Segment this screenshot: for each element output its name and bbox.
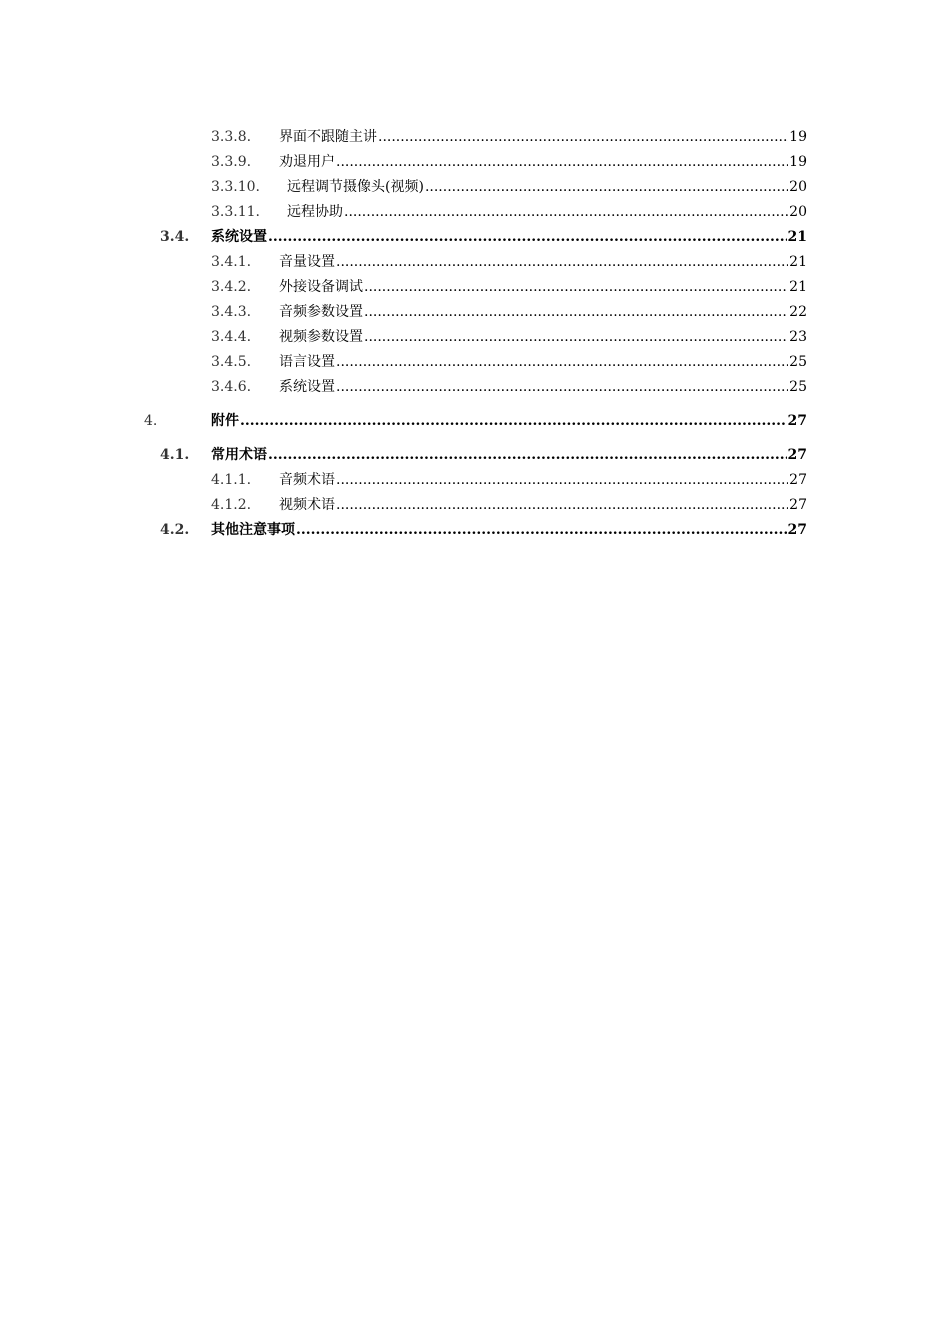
toc-page-number: 27 — [789, 472, 807, 488]
toc-number: 4.1.2. — [211, 497, 252, 513]
toc-page-number: 23 — [789, 329, 807, 345]
toc-entry-4-2[interactable] — [160, 519, 807, 541]
toc-dot-leader — [336, 494, 788, 516]
toc-number: 4.2. — [160, 522, 190, 538]
toc-number: 4.1.1. — [211, 472, 252, 488]
toc-number: 3.4.1. — [211, 254, 252, 270]
toc-dot-leader — [336, 351, 788, 373]
toc-page-number: 27 — [789, 497, 807, 513]
toc-title: 语言设置 — [279, 354, 335, 370]
toc-page-number: 25 — [789, 379, 807, 395]
toc-title: 外接设备调试 — [279, 279, 363, 295]
toc-dot-leader — [240, 410, 787, 432]
toc-dot-leader — [364, 326, 788, 348]
toc-page-number: 20 — [789, 204, 807, 220]
toc-number: 3.3.8. — [211, 129, 252, 145]
toc-entry-3-4[interactable] — [160, 226, 807, 248]
toc-title: 音量设置 — [279, 254, 335, 270]
toc-title: 视频术语 — [279, 497, 335, 513]
toc-page-number: 25 — [789, 354, 807, 370]
toc-dot-leader — [336, 469, 788, 491]
toc-page-number: 21 — [787, 229, 807, 245]
toc-entry-3-4-2[interactable] — [211, 276, 807, 298]
toc-page-number: 27 — [787, 413, 807, 429]
toc-title: 界面不跟随主讲 — [279, 129, 377, 145]
toc-title: 远程调节摄像头(视频) — [287, 179, 424, 195]
toc-dot-leader — [344, 201, 788, 223]
toc-page-number: 27 — [787, 522, 807, 538]
toc-dot-leader — [336, 151, 788, 173]
toc-title: 系统设置 — [279, 379, 335, 395]
toc-entry-4-1-1[interactable] — [211, 469, 807, 491]
toc-page-number: 19 — [789, 154, 807, 170]
toc-page-number: 21 — [789, 279, 807, 295]
toc-dot-leader — [364, 301, 788, 323]
toc-page-number: 19 — [789, 129, 807, 145]
toc-number: 3.4. — [160, 229, 190, 245]
toc-number: 3.4.5. — [211, 354, 252, 370]
toc-title: 视频参数设置 — [279, 329, 363, 345]
toc-title: 音频参数设置 — [279, 304, 363, 320]
toc-title: 远程协助 — [287, 204, 343, 220]
toc-page-number: 22 — [789, 304, 807, 320]
toc-number: 3.4.3. — [211, 304, 252, 320]
toc-number: 3.3.11. — [211, 204, 260, 220]
toc-entry-3-3-8[interactable] — [211, 126, 807, 148]
toc-title: 音频术语 — [279, 472, 335, 488]
toc-entry-4-1-2[interactable] — [211, 494, 807, 516]
toc-page-number: 21 — [789, 254, 807, 270]
toc-title: 系统设置 — [211, 229, 267, 245]
toc-number: 4.1. — [160, 447, 190, 463]
toc-dot-leader — [296, 519, 787, 541]
toc-number: 3.3.10. — [211, 179, 260, 195]
toc-number: 3.4.6. — [211, 379, 252, 395]
toc-dot-leader — [268, 226, 787, 248]
toc-dot-leader — [364, 276, 788, 298]
toc-dot-leader — [336, 376, 788, 398]
toc-entry-3-3-10[interactable] — [211, 176, 807, 198]
toc-title: 附件 — [211, 413, 239, 429]
toc-entry-3-4-1[interactable] — [211, 251, 807, 273]
toc-dot-leader — [268, 444, 787, 466]
toc-number: 3.4.2. — [211, 279, 252, 295]
toc-title: 其他注意事项 — [211, 522, 295, 538]
toc-title: 常用术语 — [211, 447, 267, 463]
toc-page-number: 20 — [789, 179, 807, 195]
toc-dot-leader — [425, 176, 788, 198]
toc-number: 4. — [144, 413, 158, 429]
toc-title: 劝退用户 — [279, 154, 335, 170]
toc-dot-leader — [336, 251, 788, 273]
toc-entry-4-1[interactable] — [160, 444, 807, 466]
toc-entry-3-4-6[interactable] — [211, 376, 807, 398]
toc-entry-3-4-3[interactable] — [211, 301, 807, 323]
toc-page-number: 27 — [787, 447, 807, 463]
toc-number: 3.4.4. — [211, 329, 252, 345]
toc-entry-3-3-11[interactable] — [211, 201, 807, 223]
toc-entry-3-3-9[interactable] — [211, 151, 807, 173]
toc-number: 3.3.9. — [211, 154, 252, 170]
toc-entry-3-4-5[interactable] — [211, 351, 807, 373]
toc-dot-leader — [378, 126, 788, 148]
toc-entry-4[interactable] — [144, 410, 807, 432]
toc-entry-3-4-4[interactable] — [211, 326, 807, 348]
